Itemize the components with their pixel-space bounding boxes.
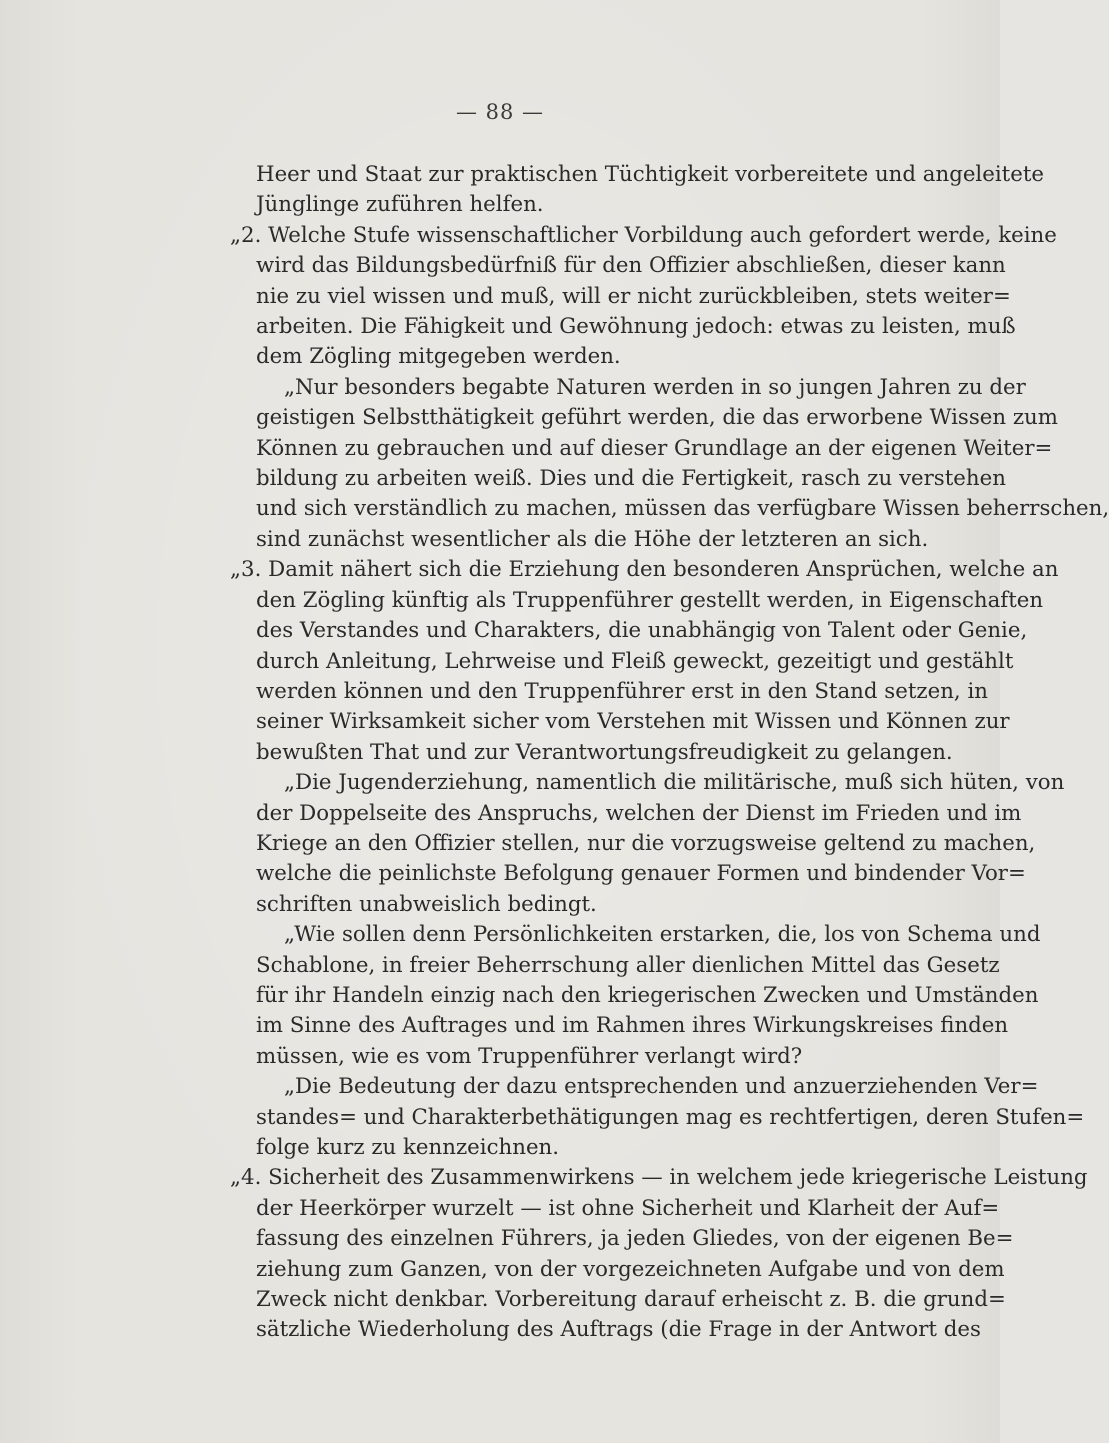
text-line: Schablone, in freier Beherrschung aller dienlichen Mittel das Gesetz [256,952,1000,978]
text-line: des Verstandes und Charakters, die unabhängig von Talent oder Genie, [256,618,1028,644]
page-number: — 88 — [455,100,545,124]
text-line: sätzliche Wiederholung des Auftrags (die Frage in der Antwort des [256,1317,981,1343]
paragraph-4 [230,555,1059,768]
text-line: schriften unabweislich bedingt. [256,891,597,917]
text-line: „Wie sollen denn Persönlichkeiten erstarken, die, los von Schema und [284,922,1041,948]
text-line: Zweck nicht denkbar. Vorbereitung darauf erheischt z. B. die grund= [256,1287,1006,1313]
text-line: Kriege an den Offizier stellen, nur die vorzugsweise geltend zu machen, [256,830,1036,856]
text-line: durch Anleitung, Lehrweise und Fleiß geweckt, gezeitigt und gestählt [256,648,1014,674]
text-line: „Die Jugenderziehung, namentlich die militärische, muß sich hüten, von [284,770,1065,796]
text-line: „3. Damit nähert sich die Erziehung den besonderen Ansprüchen, welche an [230,557,1059,583]
paragraph-7 [256,1072,1085,1163]
paragraph-1 [256,160,1044,221]
text-line: und sich verständlich zu machen, müssen das verfügbare Wissen beherrschen, [256,496,1109,522]
paragraph-5 [256,768,1065,920]
text-line: arbeiten. Die Fähigkeit und Gewöhnung jedoch: etwas zu leisten, muß [256,314,1016,340]
text-line: werden können und den Truppenführer erst in den Stand setzen, in [256,678,988,704]
text-line: der Heerkörper wurzelt — ist ohne Sicherheit und Klarheit der Auf= [256,1195,1000,1221]
text-line: welche die peinlichste Befolgung genauer Formen und bindender Vor= [256,861,1026,887]
text-line: seiner Wirksamkeit sicher vom Verstehen mit Wissen und Können zur [256,709,1010,735]
text-line: „4. Sicherheit des Zusammenwirkens — in welchem jede kriegerische Leistung [230,1165,1088,1191]
text-line: fassung des einzelnen Führers, ja jeden Gliedes, von der eigenen Be= [256,1226,1014,1252]
paragraph-2 [230,221,1057,373]
text-line: standes= und Charakterbethätigungen mag es rechtfertigen, deren Stufen= [256,1104,1085,1130]
text-line: „Die Bedeutung der dazu entsprechenden und anzuerziehenden Ver= [284,1074,1039,1100]
text-line: müssen, wie es vom Truppenführer verlangt wird? [256,1043,803,1069]
text-line: im Sinne des Auftrages und im Rahmen ihres Wirkungskreises finden [256,1013,1009,1039]
text-line: „Nur besonders begabte Naturen werden in so jungen Jahren zu der [284,374,1026,400]
text-line: bildung zu arbeiten weiß. Dies und die Fertigkeit, rasch zu verstehen [256,466,1006,492]
text-line: folge kurz zu kennzeichnen. [256,1135,560,1160]
text-line: den Zögling künftig als Truppenführer gestellt werden, in Eigenschaften [256,587,1044,613]
text-line: sind zunächst wesentlicher als die Höhe der letzteren an sich. [256,526,929,552]
body-text [230,160,1109,1346]
paragraph-3 [256,373,1109,555]
text-line: Jünglinge zuführen helfen. [256,192,544,218]
text-line: nie zu viel wissen und muß, will er nicht zurückbleiben, stets weiter= [256,283,1011,309]
paragraph-6 [256,920,1041,1072]
text-line: Können zu gebrauchen und auf dieser Grundlage an der eigenen Weiter= [256,435,1053,461]
text-line: für ihr Handeln einzig nach den kriegerischen Zwecken und Umständen [256,982,1039,1008]
text-line: bewußten That und zur Verantwortungsfreudigkeit zu gelangen. [256,739,953,765]
text-line: „2. Welche Stufe wissenschaftlicher Vorbildung auch gefordert werde, keine [230,222,1057,248]
paragraph-8 [230,1163,1088,1345]
text-line: geistigen Selbstthätigkeit geführt werden, die das erworbene Wissen zum [256,405,1058,431]
text-line: ziehung zum Ganzen, von der vorgezeichneten Aufgabe und von dem [256,1256,1005,1282]
text-line: wird das Bildungsbedürfniß für den Offizier abschließen, dieser kann [256,253,1006,279]
text-line: dem Zögling mitgegeben werden. [256,344,621,370]
text-line: Heer und Staat zur praktischen Tüchtigkeit vorbereitete und angeleitete [256,162,1044,187]
text-line: der Doppelseite des Anspruchs, welchen der Dienst im Frieden und im [256,800,1022,826]
